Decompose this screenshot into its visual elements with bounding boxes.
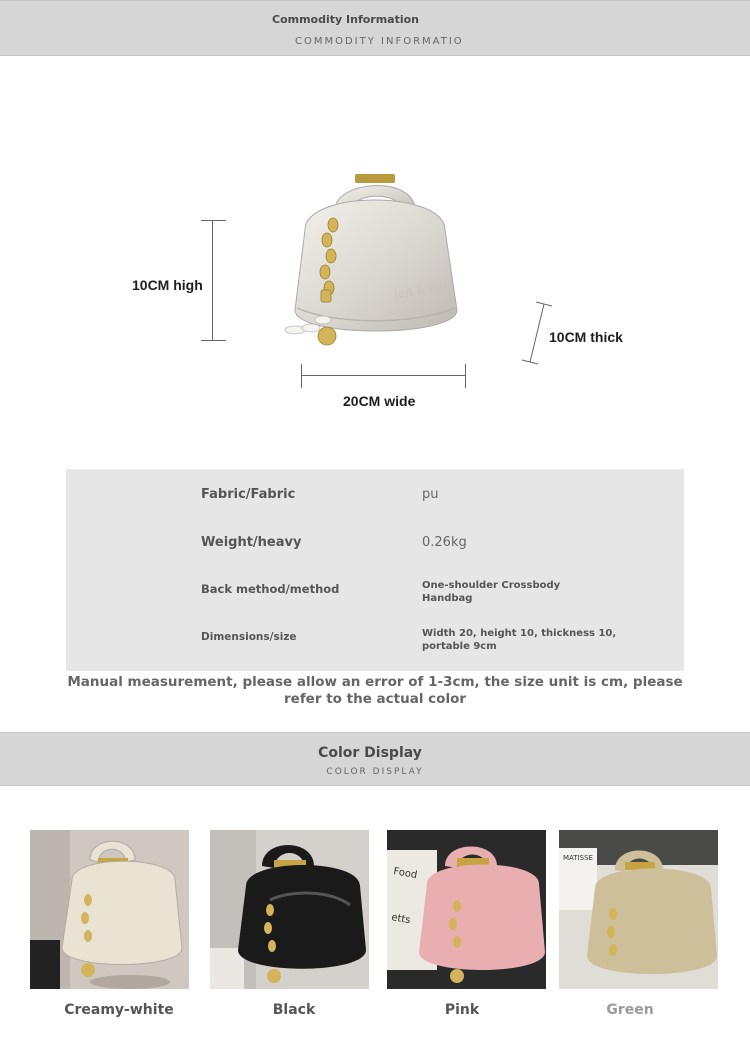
spec-key-fabric: Fabric/Fabric	[201, 487, 296, 502]
height-marker-cap-bottom	[201, 340, 226, 341]
bag-photo-pink	[387, 830, 546, 989]
width-marker-cap-left	[301, 364, 302, 388]
thickness-label: 10CM thick	[549, 329, 623, 345]
width-marker-cap-right	[465, 364, 466, 388]
height-label: 10CM high	[132, 277, 203, 293]
height-marker-cap-top	[201, 220, 226, 221]
specs-table	[66, 469, 684, 671]
color-display-banner	[0, 732, 750, 786]
height-marker-line	[212, 221, 213, 341]
bag-photo-creamy-white	[30, 830, 189, 989]
color-section-title: Color Display	[318, 745, 422, 761]
spec-value-weight: 0.26kg	[422, 535, 467, 550]
bag-photo-black	[210, 830, 369, 989]
spec-key-weight: Weight/heavy	[201, 535, 302, 550]
commodity-info-banner	[0, 0, 750, 56]
width-marker-line	[302, 375, 466, 376]
svg-text:etts: etts	[390, 912, 412, 927]
svg-text:MATISSE: MATISSE	[563, 854, 593, 862]
color-caption-green: Green	[606, 1002, 654, 1018]
spec-key-carry-method: Back method/method	[201, 582, 340, 596]
measurement-note: Manual measurement, please allow an error of 1-3cm, the size unit is cm, please refer to the actual color	[67, 674, 683, 707]
svg-text:Food: Food	[392, 866, 419, 882]
section-subtitle: COMMODITY INFORMATIO	[295, 36, 464, 47]
bag-photo-green	[559, 830, 718, 989]
spec-value-carry-method: One-shoulder Crossbody Handbag	[422, 580, 561, 604]
color-caption-pink: Pink	[444, 1002, 480, 1018]
svg-text:len & iliu: len & iliu	[393, 279, 448, 301]
color-section-subtitle: COLOR DISPLAY	[326, 767, 424, 777]
color-swatch-pink[interactable]	[387, 830, 546, 989]
spec-value-fabric: pu	[422, 487, 439, 502]
section-title: Commodity Information	[272, 13, 420, 26]
handbag-illustration	[275, 170, 475, 360]
color-caption-creamy-white: Creamy-white	[64, 1002, 174, 1018]
color-caption-black: Black	[272, 1002, 316, 1018]
color-swatch-green[interactable]	[559, 830, 718, 989]
width-label: 20CM wide	[343, 393, 416, 409]
color-swatch-black[interactable]	[210, 830, 369, 989]
spec-key-dimensions: Dimensions/size	[201, 631, 297, 643]
spec-value-dimensions: Width 20, height 10, thickness 10, portable 9cm	[422, 628, 617, 652]
color-swatch-creamy-white[interactable]	[30, 830, 189, 989]
